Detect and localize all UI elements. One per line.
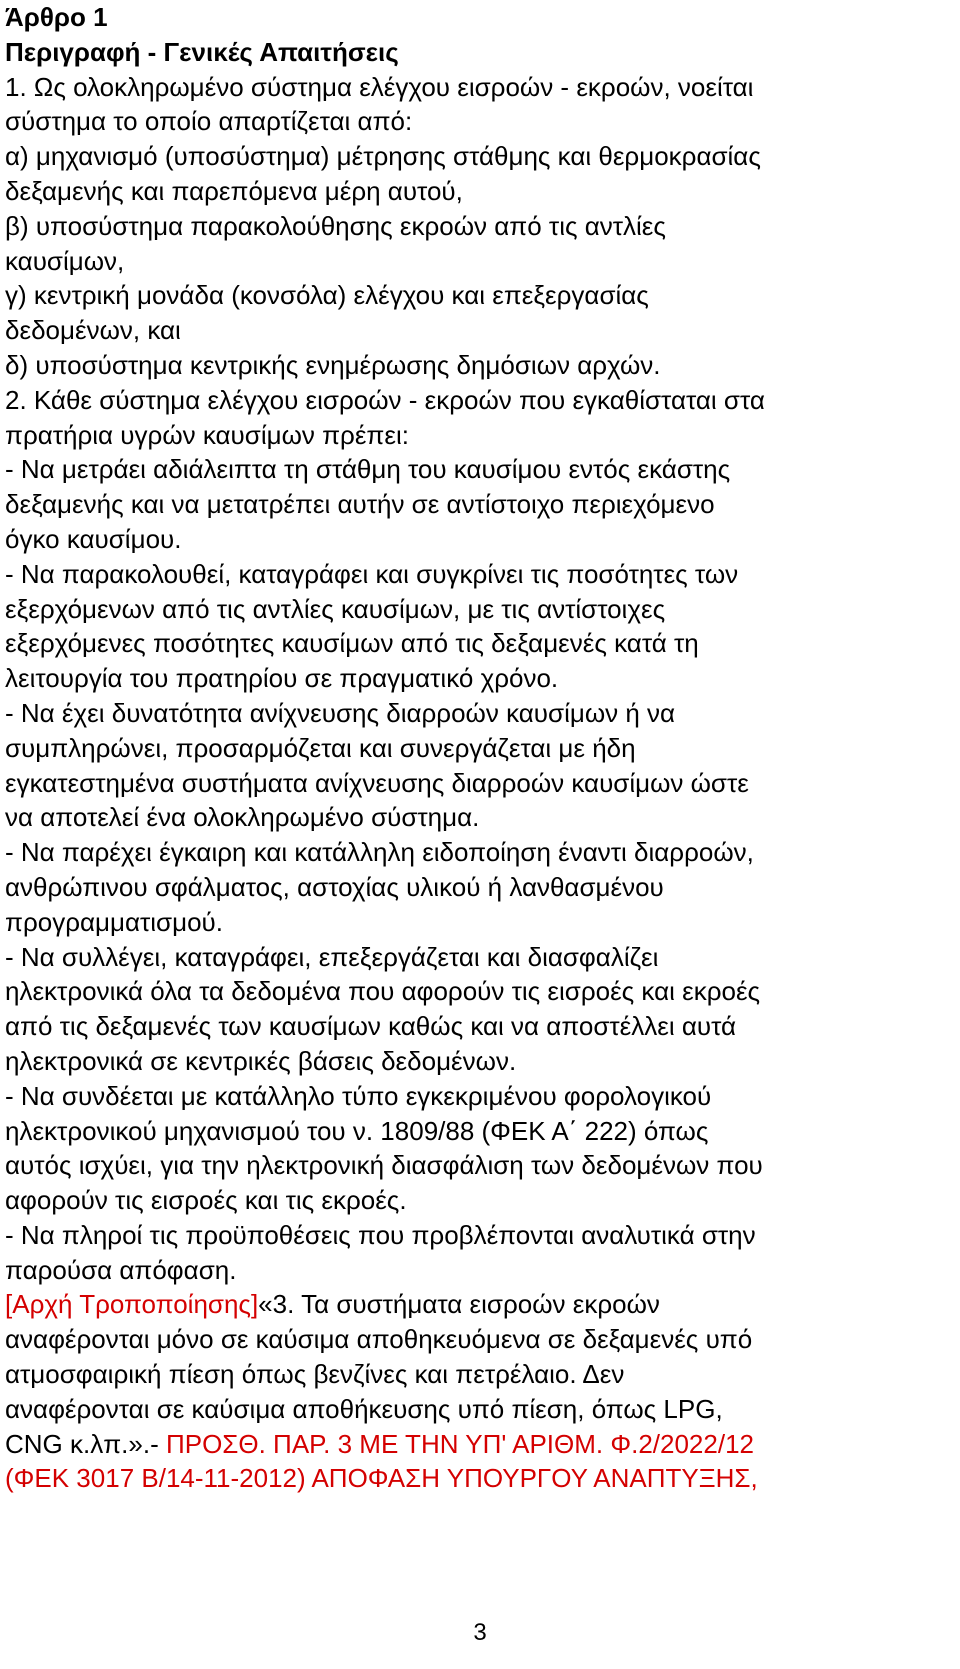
amendment-note-continued: (ΦΕΚ 3017 Β/14-11-2012) ΑΠΟΦΑΣΗ ΥΠΟΥΡΓΟΥ ΑΝΑΠΤΥΞΗΣ,: [5, 1463, 758, 1494]
body-line: γ) κεντρική μονάδα (κονσόλα) ελέγχου και επεξεργασίας: [5, 280, 649, 311]
amendment-text: CNG κ.λπ.».-: [5, 1428, 159, 1459]
body-line: εγκατεστημένα συστήματα ανίχνευσης διαρροών καυσίμων ώστε: [5, 767, 749, 798]
body-line: να αποτελεί ένα ολοκληρωμένο σύστημα.: [5, 802, 480, 833]
body-line: αυτός ισχύει, για την ηλεκτρονική διασφάλιση των δεδομένων που: [5, 1150, 763, 1181]
body-line: εξερχόμενων από τις αντλίες καυσίμων, με τις αντίστοιχες: [5, 593, 666, 624]
body-line: 1. Ως ολοκληρωμένο σύστημα ελέγχου εισροών - εκροών, νοείται: [5, 71, 754, 102]
body-line: ηλεκτρονικά σε κεντρικές βάσεις δεδομένων.: [5, 1045, 517, 1076]
amendment-first-line: [5, 1287, 955, 1322]
body-line: ηλεκτρονικού μηχανισμού του ν. 1809/88 (ΦΕΚ Α΄ 222) όπως: [5, 1115, 709, 1146]
body-line: προγραμματισμού.: [5, 906, 223, 937]
amendment-text: «3. Τα συστήματα εισροών εκροών: [258, 1289, 660, 1320]
page-number: 3: [473, 1619, 487, 1646]
body-line: δ) υποσύστημα κεντρικής ενημέρωσης δημόσιων αρχών.: [5, 349, 661, 380]
body-line: - Να παρακολουθεί, καταγράφει και συγκρίνει τις ποσότητες των: [5, 558, 739, 589]
amendment-line: αναφέρονται μόνο σε καύσιμα αποθηκευόμενα σε δεξαμενές υπό: [5, 1324, 753, 1355]
body-line: β) υποσύστημα παρακολούθησης εκροών από τις αντλίες: [5, 210, 666, 241]
body-line: σύστημα το οποίο απαρτίζεται από:: [5, 106, 413, 137]
body-line: - Να συνδέεται με κατάλληλο τύπο εγκεκριμένου φορολογικού: [5, 1080, 712, 1111]
body-line: - Να συλλέγει, καταγράφει, επεξεργάζεται και διασφαλίζει: [5, 941, 659, 972]
body-line: δεδομένων, και: [5, 315, 181, 346]
body-line: - Να πληροί τις προϋποθέσεις που προβλέπονται αναλυτικά στην: [5, 1219, 756, 1250]
body-line: πρατήρια υγρών καυσίμων πρέπει:: [5, 419, 409, 450]
body-line: 2. Κάθε σύστημα ελέγχου εισροών - εκροών που εγκαθίσταται στα: [5, 384, 765, 415]
body-line: παρούσα απόφαση.: [5, 1254, 237, 1285]
amendment-line: αναφέρονται σε καύσιμα αποθήκευσης υπό πίεση, όπως LPG,: [5, 1393, 723, 1424]
body-line: συμπληρώνει, προσαρμόζεται και συνεργάζεται με ήδη: [5, 732, 636, 763]
body-line: - Να παρέχει έγκαιρη και κατάλληλη ειδοποίηση έναντι διαρροών,: [5, 837, 754, 868]
body-line: αφορούν τις εισροές και τις εκροές.: [5, 1185, 407, 1216]
document-page: [5, 0, 955, 1496]
amendment-marker: [Αρχή Τροποποίησης]: [5, 1289, 259, 1320]
article-subheading: Περιγραφή - Γενικές Απαιτήσεις: [5, 36, 399, 67]
amendment-line: ατμοσφαιρική πίεση όπως βενζίνες και πετρέλαιο. Δεν: [5, 1359, 625, 1390]
body-line: α) μηχανισμό (υποσύστημα) μέτρησης στάθμης και θερμοκρασίας: [5, 141, 761, 172]
body-line: δεξαμενής και παρεπόμενα μέρη αυτού,: [5, 175, 463, 206]
body-line: καυσίμων,: [5, 245, 125, 276]
body-line: εξερχόμενες ποσότητες καυσίμων από τις δεξαμενές κατά τη: [5, 628, 699, 659]
body-line: ανθρώπινου σφάλματος, αστοχίας υλικού ή λανθασμένου: [5, 871, 664, 902]
amendment-block: [5, 1287, 955, 1496]
body-line: λειτουργία του πρατηρίου σε πραγματικό χρόνο.: [5, 663, 559, 694]
body-line: δεξαμενής και να μετατρέπει αυτήν σε αντίστοιχο περιεχόμενο: [5, 489, 715, 520]
body-line: - Να μετράει αδιάλειπτα τη στάθμη του καυσίμου εντός εκάστης: [5, 454, 731, 485]
amendment-last-line: [5, 1427, 955, 1462]
amendment-note: ΠΡΟΣΘ. ΠΑΡ. 3 ΜΕ ΤΗΝ ΥΠ' ΑΡΙΘΜ. Φ.2/2022/12: [158, 1428, 754, 1459]
body-line: από τις δεξαμενές των καυσίμων καθώς και να αποστέλλει αυτά: [5, 1011, 737, 1042]
article-body: [5, 70, 955, 1288]
body-line: ηλεκτρονικά όλα τα δεδομένα που αφορούν τις εισροές και εκροές: [5, 976, 761, 1007]
article-heading: Άρθρο 1: [5, 2, 108, 32]
body-line: - Να έχει δυνατότητα ανίχνευσης διαρροών καυσίμων ή να: [5, 697, 676, 728]
body-line: όγκο καυσίμου.: [5, 523, 182, 554]
